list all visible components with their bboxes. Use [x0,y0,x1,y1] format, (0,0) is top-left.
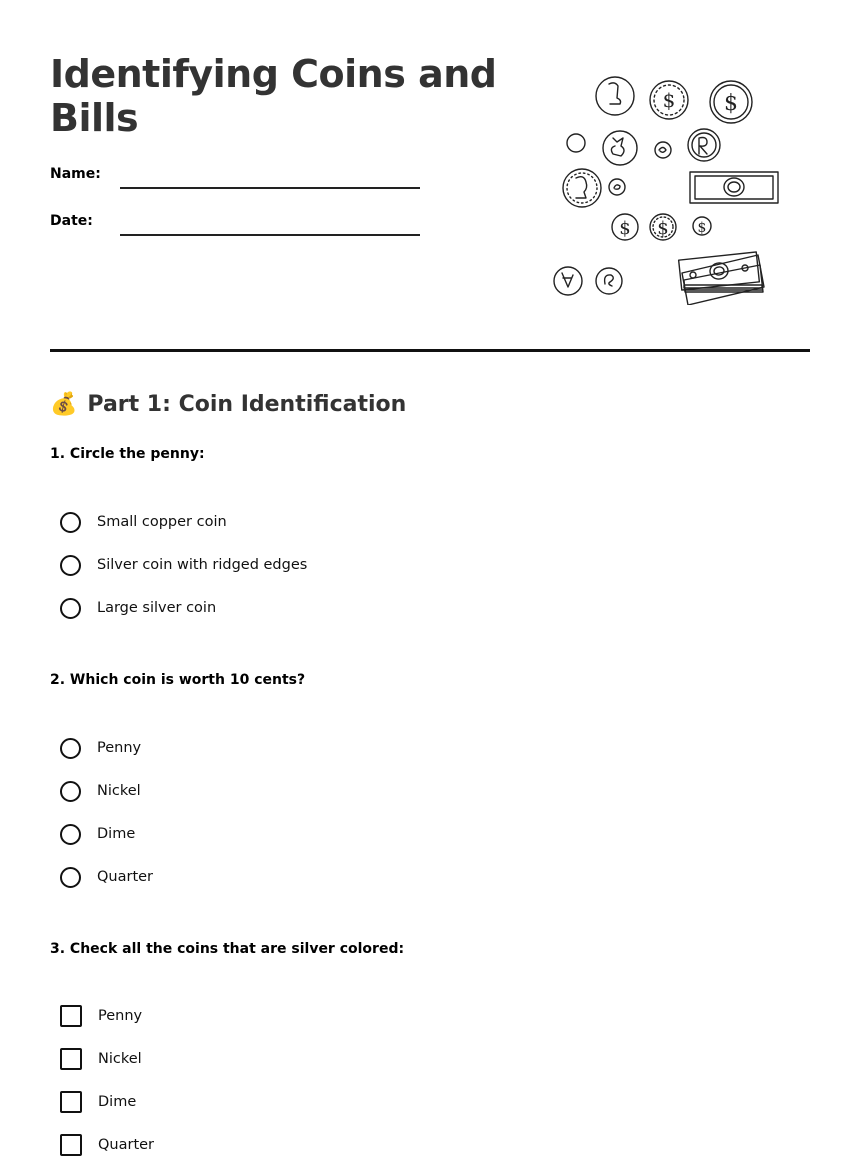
coin-icon [655,142,671,158]
checkbox[interactable] [60,1091,82,1113]
page-title: Identifying Coins and Bills [50,52,497,140]
svg-text:$: $ [657,218,669,239]
coin-icon [563,169,601,207]
option-label: Large silver coin [97,600,217,616]
checkbox[interactable] [60,1048,82,1070]
radio-button[interactable] [60,512,81,533]
option-label: Dime [98,1094,137,1110]
radio-button[interactable] [60,867,81,888]
option-label: Silver coin with ridged edges [97,557,308,573]
coin-icon [596,77,634,115]
coin-icon [609,179,625,195]
option-label: Dime [97,826,136,842]
svg-text:$: $ [724,91,738,116]
coin-icon [603,131,637,165]
option-label: Penny [98,1008,143,1024]
coin-icon [596,268,622,294]
name-label: Name: [50,166,101,182]
coin-icon [554,267,582,295]
date-field[interactable] [120,234,420,236]
bill-icon [690,172,778,203]
coins-and-bills-illustration-icon [545,70,790,305]
svg-text:$: $ [697,220,707,236]
radio-button[interactable] [60,824,81,845]
dollar-coin-icon [612,214,638,240]
radio-button[interactable] [60,598,81,619]
question-3-option[interactable] [60,1132,154,1158]
header-divider [50,349,810,352]
question-2-option[interactable] [60,821,135,847]
radio-button[interactable] [60,781,81,802]
question-2-option[interactable] [60,778,141,804]
checkbox[interactable] [60,1134,82,1156]
date-label: Date: [50,213,93,229]
option-label: Penny [97,740,142,756]
svg-text:$: $ [662,88,676,112]
part1-title: Part 1: Coin Identification [87,391,407,417]
question-3-option[interactable] [60,1003,142,1029]
part1-heading [50,388,406,420]
dollar-coin-icon [693,217,711,236]
question-1-option[interactable] [60,509,227,535]
question-3-option[interactable] [60,1089,136,1115]
question-2-option[interactable] [60,735,141,761]
coin-icon [567,134,585,152]
option-label: Nickel [98,1051,142,1067]
name-field[interactable] [120,187,420,189]
coin-icon [688,129,720,161]
option-label: Quarter [97,869,154,885]
option-label: Quarter [98,1137,155,1153]
checkbox[interactable] [60,1005,82,1027]
svg-text:$: $ [619,218,631,239]
money-bag-icon: 💰 [50,391,78,417]
dollar-coin-icon [710,81,752,123]
radio-button[interactable] [60,555,81,576]
question-3-option[interactable] [60,1046,142,1072]
question-1: 1. Circle the penny: [50,446,205,462]
question-1-option[interactable] [60,552,307,578]
question-1-option[interactable] [60,595,216,621]
question-2: 2. Which coin is worth 10 cents? [50,672,306,688]
dollar-coin-icon [650,81,688,119]
radio-button[interactable] [60,738,81,759]
question-2-option[interactable] [60,864,153,890]
option-label: Nickel [97,783,141,799]
option-label: Small copper coin [97,514,227,530]
question-3: 3. Check all the coins that are silver colored: [50,941,405,957]
dollar-coin-icon [650,214,676,240]
bill-stack-icon [679,252,764,305]
